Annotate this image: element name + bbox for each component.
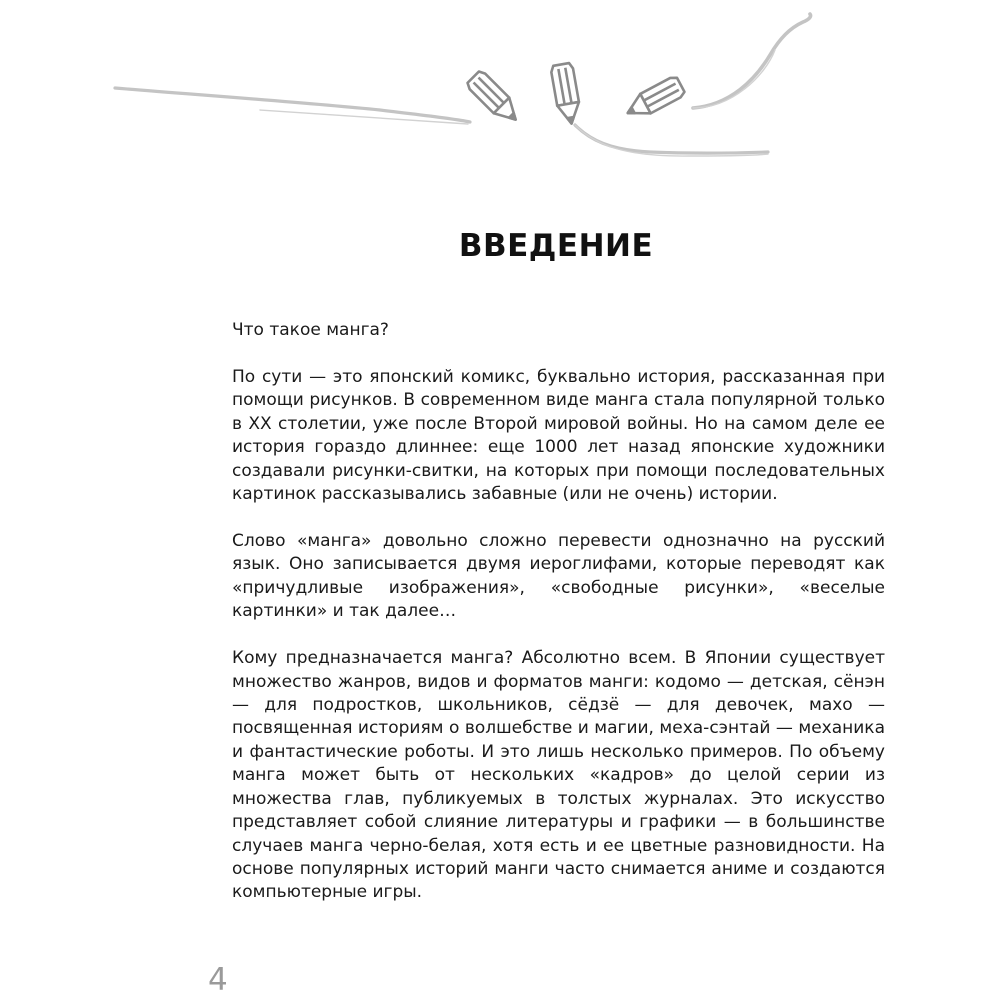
scribble-line xyxy=(115,88,470,122)
page-title: ВВЕДЕНИЕ xyxy=(458,228,654,264)
paragraph: Кому предназначается манга? Абсолютно всем. В Японии существует множество жанров, видов и форматов манги: кодомо — детская, сёнэн — для подростков, школьников, сёдзё — для девочек, махо — посвященная историям о волшебстве и магии, меха-сэнтай — механика и фантастические роботы. И это лишь несколько примеров. По объему манга может быть от нескольких «кадров» до целой серии из множества глав, публикуемых в толстых журналах. Это искусство представляет собой слияние литературы и графики — в большинстве случаев манга черно-белая, хотя есть и ее цветные разновидности. На основе популярных историй манги часто снимается аниме и создаются компьютерные игры. xyxy=(232,648,885,903)
scribble-line xyxy=(575,125,768,153)
pencil-icon xyxy=(623,75,686,123)
paragraph: Слово «манга» довольно сложно перевести однозначно на русский язык. Оно записывается двумя иероглифами, которые переводят как «причудливые изображения», «свободные рисунки», «веселые картинки» и так далее… xyxy=(232,531,885,622)
paragraph: Что такое манга? xyxy=(232,320,389,340)
scribble-line xyxy=(693,50,775,108)
scribble-line xyxy=(693,14,811,108)
pencil-icon xyxy=(550,63,582,126)
paragraph: По сути — это японский комикс, буквально история, рассказанная при помощи рисунков. В современном виде манга стала популярной только в XX столетии, уже после Второй мировой войны. Но на самом деле ее история гораздо длиннее: еще 1000 лет назад японские художники создавали рисунки-свитки, на которых при помощи последовательных картинок рассказывались забавные (или не очень) истории. xyxy=(232,367,885,505)
page-number: 4 xyxy=(208,962,228,998)
body-text xyxy=(232,319,885,928)
pencil-scribble-decoration xyxy=(0,0,1000,200)
pencil-icon xyxy=(465,69,523,127)
